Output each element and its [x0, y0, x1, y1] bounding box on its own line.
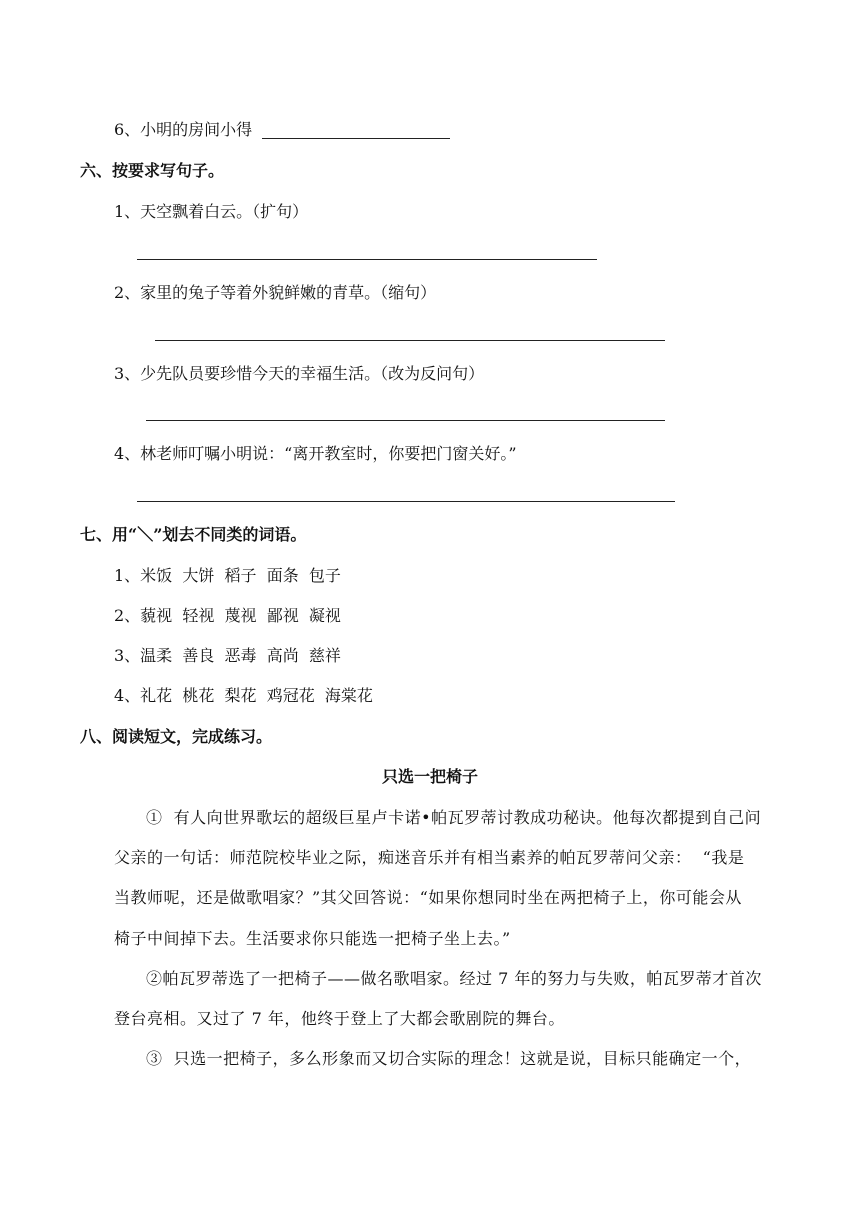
section-6-question-4: 4、林老师叮嘱小明说：“离开教室时，你要把门窗关好。”	[114, 444, 517, 463]
section-8-heading: 八、阅读短文，完成练习。	[80, 727, 273, 746]
answer-line-s6-q1[interactable]	[137, 259, 597, 260]
passage-p1-line-3: 当教师呢，还是做歌唱家？”其父回答说：“如果你想同时坐在两把椅子上，你可能会从	[114, 888, 742, 907]
passage-p2-line-2: 登台亮相。又过了 7 年，他终于登上了大都会歌剧院的舞台。	[114, 1009, 565, 1028]
question-6	[114, 119, 252, 141]
answer-line-s6-q2[interactable]	[155, 340, 665, 341]
word-group-2: 2、藐视 轻视 蔑视 鄙视 凝视	[114, 606, 341, 625]
passage-p1-line-4: 椅子中间掉下去。生活要求你只能选一把椅子坐上去。”	[114, 929, 511, 948]
answer-line-s6-q3[interactable]	[146, 420, 665, 421]
section-6-question-1: 1、天空飘着白云。（扩句）	[114, 202, 309, 221]
passage-p1-line-1: ① 有人向世界歌坛的超级巨星卢卡诺•帕瓦罗蒂讨教成功秘诀。他每次都提到自己问	[146, 808, 762, 827]
word-group-1: 1、米饭 大饼 稻子 面条 包子	[114, 566, 341, 585]
section-7-heading: 七、用“＼”划去不同类的词语。	[80, 525, 307, 544]
passage-p3-line-1: ③ 只选一把椅子，多么形象而又切合实际的理念！这就是说，目标只能确定一个，	[146, 1049, 752, 1068]
word-group-4: 4、礼花 桃花 梨花 鸡冠花 海棠花	[114, 686, 373, 705]
answer-line-q6[interactable]	[262, 138, 450, 139]
passage-title: 只选一把椅子	[381, 767, 478, 786]
word-group-3: 3、温柔 善良 恶毒 高尚 慈祥	[114, 646, 341, 665]
section-6-question-3: 3、少先队员要珍惜今天的幸福生活。（改为反问句）	[114, 364, 485, 383]
passage-p2-line-1: ②帕瓦罗蒂选了一把椅子——做名歌唱家。经过 7 年的努力与失败，帕瓦罗蒂才首次	[146, 969, 762, 988]
question-6-text: 6、小明的房间小得	[114, 120, 253, 139]
passage-p1-line-2: 父亲的一句话：师范院校毕业之际，痴迷音乐并有相当素养的帕瓦罗蒂问父亲： “我是	[114, 848, 745, 867]
section-6-heading: 六、按要求写句子。	[80, 161, 225, 180]
answer-line-s6-q4[interactable]	[137, 501, 675, 502]
section-6-question-2: 2、家里的兔子等着外貌鲜嫩的青草。（缩句）	[114, 283, 437, 302]
